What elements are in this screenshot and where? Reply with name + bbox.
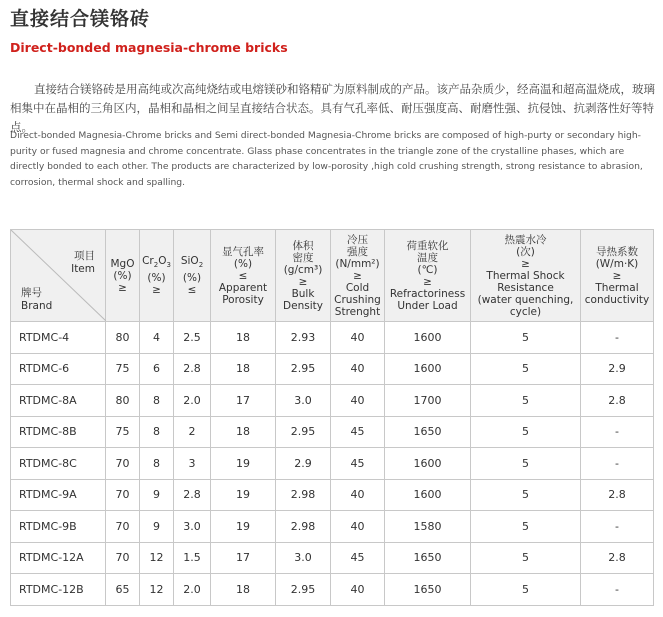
table-cell: 8	[140, 385, 174, 417]
table-cell: 2.98	[276, 511, 331, 543]
page-subtitle: Direct-bonded magnesia-chrome bricks	[10, 40, 288, 55]
table-cell: -	[581, 322, 654, 354]
table-row	[11, 511, 654, 543]
table-cell: 9	[140, 511, 174, 543]
table-cell: 1600	[385, 479, 471, 511]
table-cell: 18	[211, 353, 276, 385]
table-cell: 2.95	[276, 574, 331, 606]
header-porosity	[211, 230, 276, 322]
table-cell: 2.8	[581, 542, 654, 574]
intro-paragraph-cn: 直接结合镁铬砖是用高纯或次高纯烧结或电熔镁砂和铬精矿为原料制成的产品。该产品杂质少，经高温和超高温烧成，玻璃相集中在晶相的三角区内，晶相和晶相之间呈直接结合状态。具有气孔率低、耐压强度高、耐磨性强、抗侵蚀、抗剥落性好等特点。	[10, 82, 655, 134]
table-cell: 2.8	[581, 385, 654, 417]
header-cr2o3-unit: (%)	[147, 271, 166, 284]
table-cell: RTDMC-8B	[11, 416, 106, 448]
table-cell: 18	[211, 574, 276, 606]
header-mgo-name: MgO	[110, 257, 135, 270]
table-cell: RTDMC-9B	[11, 511, 106, 543]
header-text: Refractoriness	[389, 287, 466, 300]
header-text: 强度	[347, 245, 368, 258]
table-cell: 40	[331, 479, 385, 511]
table-cell: 5	[471, 448, 581, 480]
table-cell: 2.9	[581, 353, 654, 385]
header-thermal-shock	[471, 230, 581, 322]
table-cell: 5	[471, 353, 581, 385]
table-cell: 3	[174, 448, 211, 480]
table-cell: 70	[106, 448, 140, 480]
header-text: Apparent	[218, 281, 268, 294]
table-cell: 2.98	[276, 479, 331, 511]
table-cell: 2.8	[174, 479, 211, 511]
header-text: Cold	[345, 281, 370, 294]
table-cell: 18	[211, 322, 276, 354]
table-cell: 2.5	[174, 322, 211, 354]
table-cell: 1650	[385, 542, 471, 574]
header-item-label	[71, 250, 95, 276]
header-text: 导热系数	[596, 245, 638, 258]
table-cell: 1.5	[174, 542, 211, 574]
table-cell: 19	[211, 448, 276, 480]
properties-table-wrapper	[10, 229, 653, 606]
table-cell: 3.0	[276, 542, 331, 574]
table-cell: 40	[331, 322, 385, 354]
page-title: 直接结合镁铬砖	[10, 8, 151, 30]
table-cell: 45	[331, 416, 385, 448]
table-cell: 5	[471, 542, 581, 574]
table-cell: 2.0	[174, 574, 211, 606]
header-text: 显气孔率	[222, 245, 264, 258]
table-cell: 1700	[385, 385, 471, 417]
table-row	[11, 542, 654, 574]
table-cell: 12	[140, 542, 174, 574]
header-text: 冷压	[347, 233, 368, 246]
header-text: Crushing	[334, 293, 381, 306]
header-text: 体积	[292, 239, 314, 252]
table-cell: 80	[106, 385, 140, 417]
header-text: (g/cm³)	[283, 263, 323, 276]
table-cell: RTDMC-4	[11, 322, 106, 354]
table-cell: 1580	[385, 511, 471, 543]
table-cell: 5	[471, 574, 581, 606]
header-corner-cell	[11, 230, 106, 322]
header-text: Resistance	[497, 281, 554, 294]
table-cell: 5	[471, 322, 581, 354]
table-cell: 5	[471, 385, 581, 417]
header-text: (℃)	[417, 263, 438, 276]
header-cr2o3-name: $Cr_2O_3$	[142, 255, 171, 270]
table-cell: 17	[211, 542, 276, 574]
table-cell: 2.8	[581, 479, 654, 511]
table-cell: RTDMC-8A	[11, 385, 106, 417]
table-cell: 45	[331, 542, 385, 574]
table-cell: 40	[331, 385, 385, 417]
header-brand-cn: 牌号	[21, 287, 42, 299]
table-cell: 19	[211, 479, 276, 511]
table-header-row	[11, 230, 654, 322]
table-cell: 40	[331, 574, 385, 606]
header-text: Thermal	[595, 281, 639, 294]
properties-table	[10, 229, 654, 606]
header-text: (water quenching,	[477, 293, 574, 306]
header-brand-label	[21, 287, 52, 313]
header-mgo	[106, 230, 140, 322]
table-cell: 8	[140, 448, 174, 480]
header-text: ≥	[298, 275, 308, 288]
header-mgo-sign: ≥	[118, 281, 127, 294]
table-cell: RTDMC-12A	[11, 542, 106, 574]
header-text: Bulk	[291, 287, 315, 300]
table-cell: 1600	[385, 322, 471, 354]
header-text: 密度	[292, 251, 314, 264]
table-cell: 1600	[385, 353, 471, 385]
table-cell: 5	[471, 511, 581, 543]
table-row	[11, 479, 654, 511]
header-conductivity	[581, 230, 654, 322]
table-cell: 2.93	[276, 322, 331, 354]
header-sio2	[174, 230, 211, 322]
table-cell: -	[581, 511, 654, 543]
table-cell: 2.0	[174, 385, 211, 417]
table-cell: RTDMC-6	[11, 353, 106, 385]
table-cell: RTDMC-9A	[11, 479, 106, 511]
header-mgo-unit: (%)	[113, 269, 132, 282]
table-cell: 45	[331, 448, 385, 480]
table-cell: 1650	[385, 416, 471, 448]
header-sio2-unit: (%)	[182, 271, 202, 284]
header-refractoriness	[385, 230, 471, 322]
header-text: ≥	[521, 257, 530, 270]
table-cell: 2	[174, 416, 211, 448]
header-text: 温度	[417, 251, 438, 264]
header-cr2o3	[140, 230, 174, 322]
table-cell: -	[581, 448, 654, 480]
table-cell: 70	[106, 542, 140, 574]
table-row	[11, 448, 654, 480]
table-cell: 6	[140, 353, 174, 385]
header-text: 荷重软化	[406, 239, 449, 252]
table-cell: 75	[106, 353, 140, 385]
table-cell: 40	[331, 511, 385, 543]
table-row	[11, 353, 654, 385]
table-cell: 1650	[385, 574, 471, 606]
table-cell: 18	[211, 416, 276, 448]
table-cell: 70	[106, 479, 140, 511]
header-text: (次)	[516, 245, 535, 258]
table-cell: 9	[140, 479, 174, 511]
header-sio2-name: SiO$_2$	[180, 255, 204, 270]
table-cell: 75	[106, 416, 140, 448]
table-cell: 80	[106, 322, 140, 354]
table-row	[11, 574, 654, 606]
header-text: Under Load	[397, 299, 458, 312]
table-cell: 2.8	[174, 353, 211, 385]
header-text: Strenght	[334, 305, 381, 318]
header-text: Porosity	[222, 293, 264, 306]
table-cell: 3.0	[276, 385, 331, 417]
intro-paragraph-en: Direct-bonded Magnesia-Chrome bricks and Semi direct-bonded Magnesia-Chrome bricks are composed of high-purty or secondary high-purity or fused magnesia and chrome concentrate. Glass phase concentrates in the triangle zone of the crystalline phases, which are directly bonded to each other. The products are characterized by low-porosity ,high cold crushing strength, strong resistance to abrasion, corrosion, thermal shock and spalling.	[10, 130, 643, 188]
table-row	[11, 322, 654, 354]
table-cell: 2.95	[276, 416, 331, 448]
header-sio2-sign: ≤	[187, 283, 197, 296]
header-text: cycle)	[509, 305, 542, 318]
table-cell: 5	[471, 479, 581, 511]
header-text: Density	[283, 299, 323, 312]
table-cell: 5	[471, 416, 581, 448]
header-cr2o3-sign: ≥	[152, 283, 161, 296]
table-cell: -	[581, 416, 654, 448]
table-row	[11, 385, 654, 417]
header-text: Thermal Shock	[486, 269, 565, 282]
table-cell: 8	[140, 416, 174, 448]
header-strength	[331, 230, 385, 322]
table-cell: 19	[211, 511, 276, 543]
table-cell: 17	[211, 385, 276, 417]
table-cell: 2.95	[276, 353, 331, 385]
header-text: ≥	[612, 269, 622, 282]
table-cell: 2.9	[276, 448, 331, 480]
table-cell: 40	[331, 353, 385, 385]
header-text: conductivity	[584, 293, 650, 306]
table-cell: 70	[106, 511, 140, 543]
table-cell: 1600	[385, 448, 471, 480]
header-text: (N/mm²)	[335, 257, 380, 270]
header-brand-en: Brand	[21, 300, 53, 312]
header-text: (W/m·K)	[595, 257, 639, 270]
header-text: ≥	[353, 269, 362, 282]
table-cell: 4	[140, 322, 174, 354]
table-cell: -	[581, 574, 654, 606]
table-cell: 3.0	[174, 511, 211, 543]
header-item-cn: 项目	[74, 250, 95, 262]
table-row	[11, 416, 654, 448]
table-cell: 65	[106, 574, 140, 606]
header-item-en: Item	[71, 263, 95, 275]
table-cell: RTDMC-8C	[11, 448, 106, 480]
header-density	[276, 230, 331, 322]
header-text: (%)	[233, 257, 253, 270]
header-text: ≤	[238, 269, 248, 282]
header-text: ≥	[423, 275, 432, 288]
table-cell: RTDMC-12B	[11, 574, 106, 606]
table-cell: 12	[140, 574, 174, 606]
header-text: 热震水冷	[504, 233, 547, 246]
